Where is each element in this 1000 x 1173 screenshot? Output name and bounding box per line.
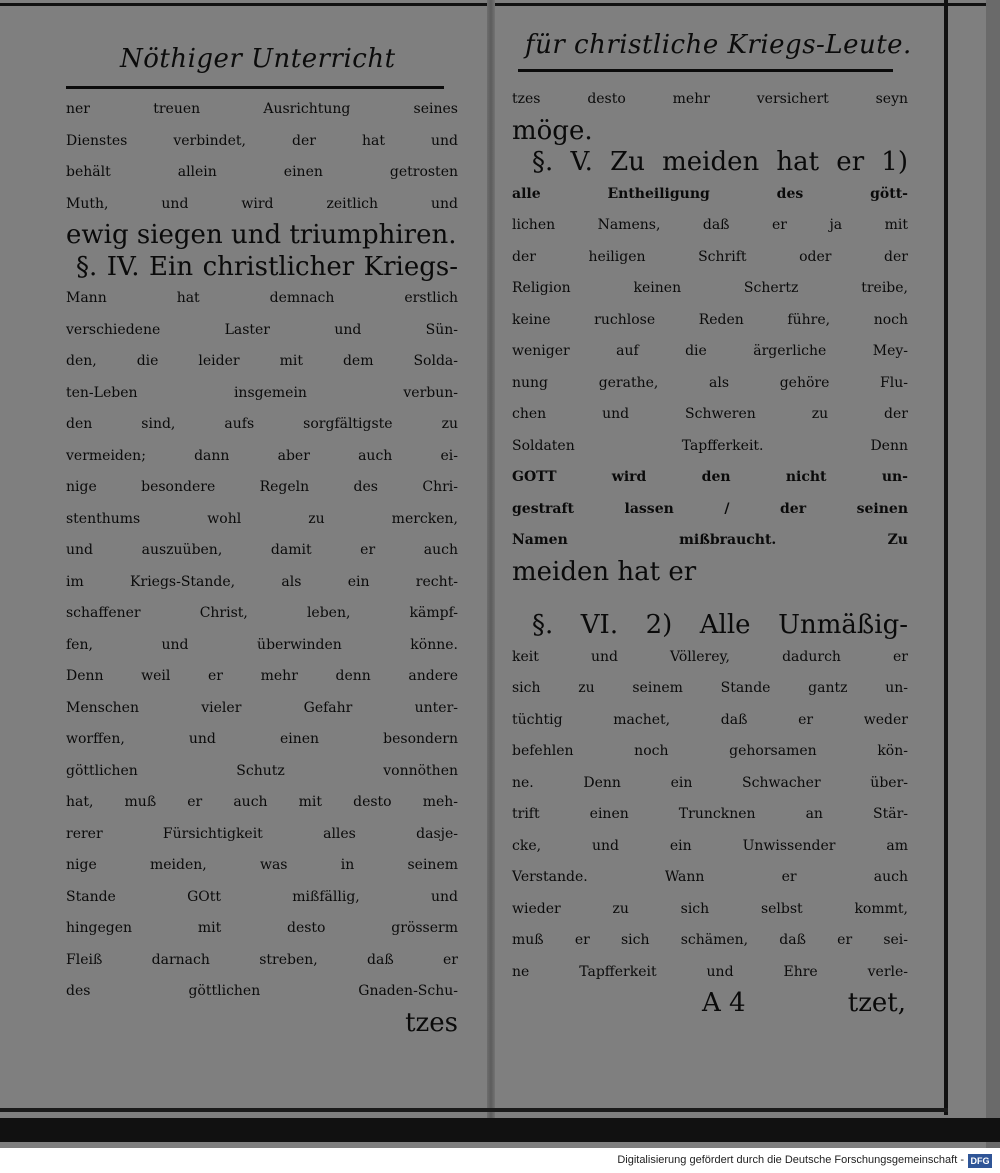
text-line — [66, 945, 458, 977]
text-line — [66, 819, 458, 851]
line-text: weniger auf die ärgerliche Mey- — [512, 343, 908, 359]
signature-mark: A 4 — [702, 988, 746, 1018]
text-line — [66, 598, 458, 630]
line-text: behält allein einen getrosten — [66, 164, 458, 180]
line-text: hat, muß er auch mit desto meh- — [66, 794, 458, 810]
line-text: der heiligen Schrift oder der — [512, 248, 908, 265]
line-text: schaffener Christ, leben, kämpf- — [66, 605, 458, 621]
line-text: Muth, und wird zeitlich und — [66, 195, 458, 212]
line-text: ne Tapfferkeit und Ehre verle- — [512, 963, 908, 980]
line-text: göttlichen Schutz vonnöthen — [66, 762, 458, 779]
text-line — [512, 147, 908, 179]
text-line — [512, 525, 908, 557]
text-line — [66, 724, 458, 756]
text-line — [66, 472, 458, 504]
line-text: Stande GOtt mißfällig, und — [66, 888, 458, 905]
line-text: meiden hat er — [512, 556, 697, 587]
text-line — [66, 315, 458, 347]
line-text: tzes — [405, 1007, 458, 1038]
line-text: Soldaten Tapfferkeit. Denn — [512, 437, 908, 454]
line-text: Religion keinen Schertz treibe, — [512, 280, 908, 296]
line-text: den, die leider mit dem Solda- — [66, 353, 458, 369]
line-text: ne. Denn ein Schwacher über- — [512, 774, 908, 791]
text-line — [66, 441, 458, 473]
text-line — [66, 1008, 458, 1040]
digitization-credit: Digitalisierung gefördert durch die Deutsche Forschungsgemeinschaft - — [617, 1154, 964, 1166]
text-line — [512, 431, 908, 463]
text-line — [66, 252, 458, 284]
line-text: tzes desto mehr versichert seyn — [512, 91, 908, 107]
line-text: §. V. Zu meiden hat er 1) — [532, 147, 908, 177]
text-line — [512, 957, 908, 989]
text-line — [512, 894, 908, 926]
running-head-right: für christliche Kriegs-Leute. — [525, 30, 912, 60]
text-line — [512, 673, 908, 705]
text-line — [66, 661, 458, 693]
cover-edge — [986, 0, 1000, 1148]
text-line — [512, 557, 908, 589]
line-text: §. VI. 2) Alle Unmäßig- — [532, 610, 908, 640]
line-text: chen und Schweren zu der — [512, 406, 908, 422]
text-line — [512, 210, 908, 242]
line-text: tüchtig machet, daß er weder — [512, 711, 908, 728]
line-text: nung gerathe, als gehöre Flu- — [512, 374, 908, 391]
line-text: Mann hat demnach erstlich — [66, 290, 458, 306]
text-line — [66, 378, 458, 410]
text-line — [66, 126, 458, 158]
text-line — [512, 179, 908, 211]
text-line — [66, 913, 458, 945]
right-page-text — [512, 84, 908, 1020]
line-text: Fleiß darnach streben, daß er — [66, 951, 458, 968]
text-line — [66, 630, 458, 662]
text-line — [512, 925, 908, 957]
left-page-text — [66, 94, 458, 1039]
line-text: ner treuen Ausrichtung seines — [66, 101, 458, 117]
text-line — [512, 705, 908, 737]
head-rule-right — [518, 69, 893, 72]
text-line — [66, 346, 458, 378]
text-line — [512, 305, 908, 337]
line-text: des göttlichen Gnaden-Schu- — [66, 983, 458, 999]
line-text: keine ruchlose Reden führe, noch — [512, 311, 908, 328]
text-line — [66, 693, 458, 725]
text-line — [66, 220, 458, 252]
text-line — [66, 504, 458, 536]
line-text: worffen, und einen besondern — [66, 731, 458, 747]
text-line — [512, 588, 908, 610]
text-line — [66, 567, 458, 599]
line-text: GOTT wird den nicht un- — [512, 469, 908, 485]
page-bottom-edge — [0, 1108, 948, 1112]
text-line — [512, 768, 908, 800]
text-line — [66, 882, 458, 914]
line-text: verschiedene Laster und Sün- — [66, 321, 458, 338]
signature-line — [512, 988, 908, 1020]
line-text: muß er sich schämen, daß er sei- — [512, 932, 908, 948]
line-text: möge. — [512, 115, 593, 146]
text-line — [512, 642, 908, 674]
line-text: nige meiden, was in seinem — [66, 857, 458, 873]
line-text: nige besondere Regeln des Chri- — [66, 479, 458, 495]
text-line — [66, 409, 458, 441]
line-text: Menschen vieler Gefahr unter- — [66, 699, 458, 716]
line-text: vermeiden; dann aber auch ei- — [66, 447, 458, 464]
line-text: ten-Leben insgemein verbun- — [66, 384, 458, 401]
text-line — [512, 242, 908, 274]
text-line — [512, 799, 908, 831]
line-text: alle Entheiligung des gött- — [512, 185, 908, 202]
text-line — [66, 850, 458, 882]
head-rule-left — [66, 86, 444, 89]
text-line — [66, 976, 458, 1008]
text-line — [66, 283, 458, 315]
text-line — [512, 368, 908, 400]
text-line — [66, 756, 458, 788]
page-edge — [944, 0, 948, 1115]
line-text: den sind, aufs sorgfältigste zu — [66, 416, 458, 432]
line-text: cke, und ein Unwissender am — [512, 837, 908, 854]
text-line — [512, 862, 908, 894]
text-line — [512, 736, 908, 768]
line-text: gestraft lassen / der seinen — [512, 500, 908, 517]
text-line — [512, 84, 908, 116]
line-text: keit und Völlerey, dadurch er — [512, 648, 908, 665]
text-line — [512, 273, 908, 305]
line-text: wieder zu sich selbst kommt, — [512, 900, 908, 917]
line-text: Dienstes verbindet, der hat und — [66, 132, 458, 149]
line-text: Verstande. Wann er auch — [512, 869, 908, 885]
text-line — [66, 787, 458, 819]
text-line — [512, 116, 908, 148]
dfg-logo[interactable]: DFG — [968, 1154, 992, 1168]
line-text: trift einen Truncknen an Stär- — [512, 806, 908, 822]
text-line — [512, 494, 908, 526]
text-line — [66, 157, 458, 189]
line-text: fen, und überwinden könne. — [66, 636, 458, 653]
text-line — [66, 189, 458, 221]
text-line — [512, 831, 908, 863]
line-text: sich zu seinem Stande gantz un- — [512, 680, 908, 696]
line-text: stenthums wohl zu mercken, — [66, 510, 458, 527]
text-line — [66, 94, 458, 126]
line-text: lichen Namens, daß er ja mit — [512, 217, 908, 233]
book-bottom-edge — [0, 1118, 1000, 1142]
text-line — [512, 336, 908, 368]
book-spine — [487, 0, 495, 1118]
line-text: Namen mißbraucht. Zu — [512, 532, 908, 548]
text-line — [512, 610, 908, 642]
catchword: tzet, — [847, 988, 906, 1018]
line-text: befehlen noch gehorsamen kön- — [512, 743, 908, 759]
running-head-left: Nöthiger Unterricht — [120, 44, 396, 74]
text-line — [66, 535, 458, 567]
line-text: rerer Fürsichtigkeit alles dasje- — [66, 825, 458, 842]
line-text: §. IV. Ein christlicher Kriegs- — [76, 251, 458, 282]
line-text: Denn weil er mehr denn andere — [66, 668, 458, 684]
line-text: und auszuüben, damit er auch — [66, 542, 458, 558]
top-edge — [0, 3, 1000, 6]
line-text: im Kriegs-Stande, als ein recht- — [66, 573, 458, 590]
text-line — [512, 399, 908, 431]
text-line — [512, 462, 908, 494]
line-text: hingegen mit desto grösserm — [66, 920, 458, 936]
line-text: ewig siegen und triumphiren. — [66, 220, 457, 250]
